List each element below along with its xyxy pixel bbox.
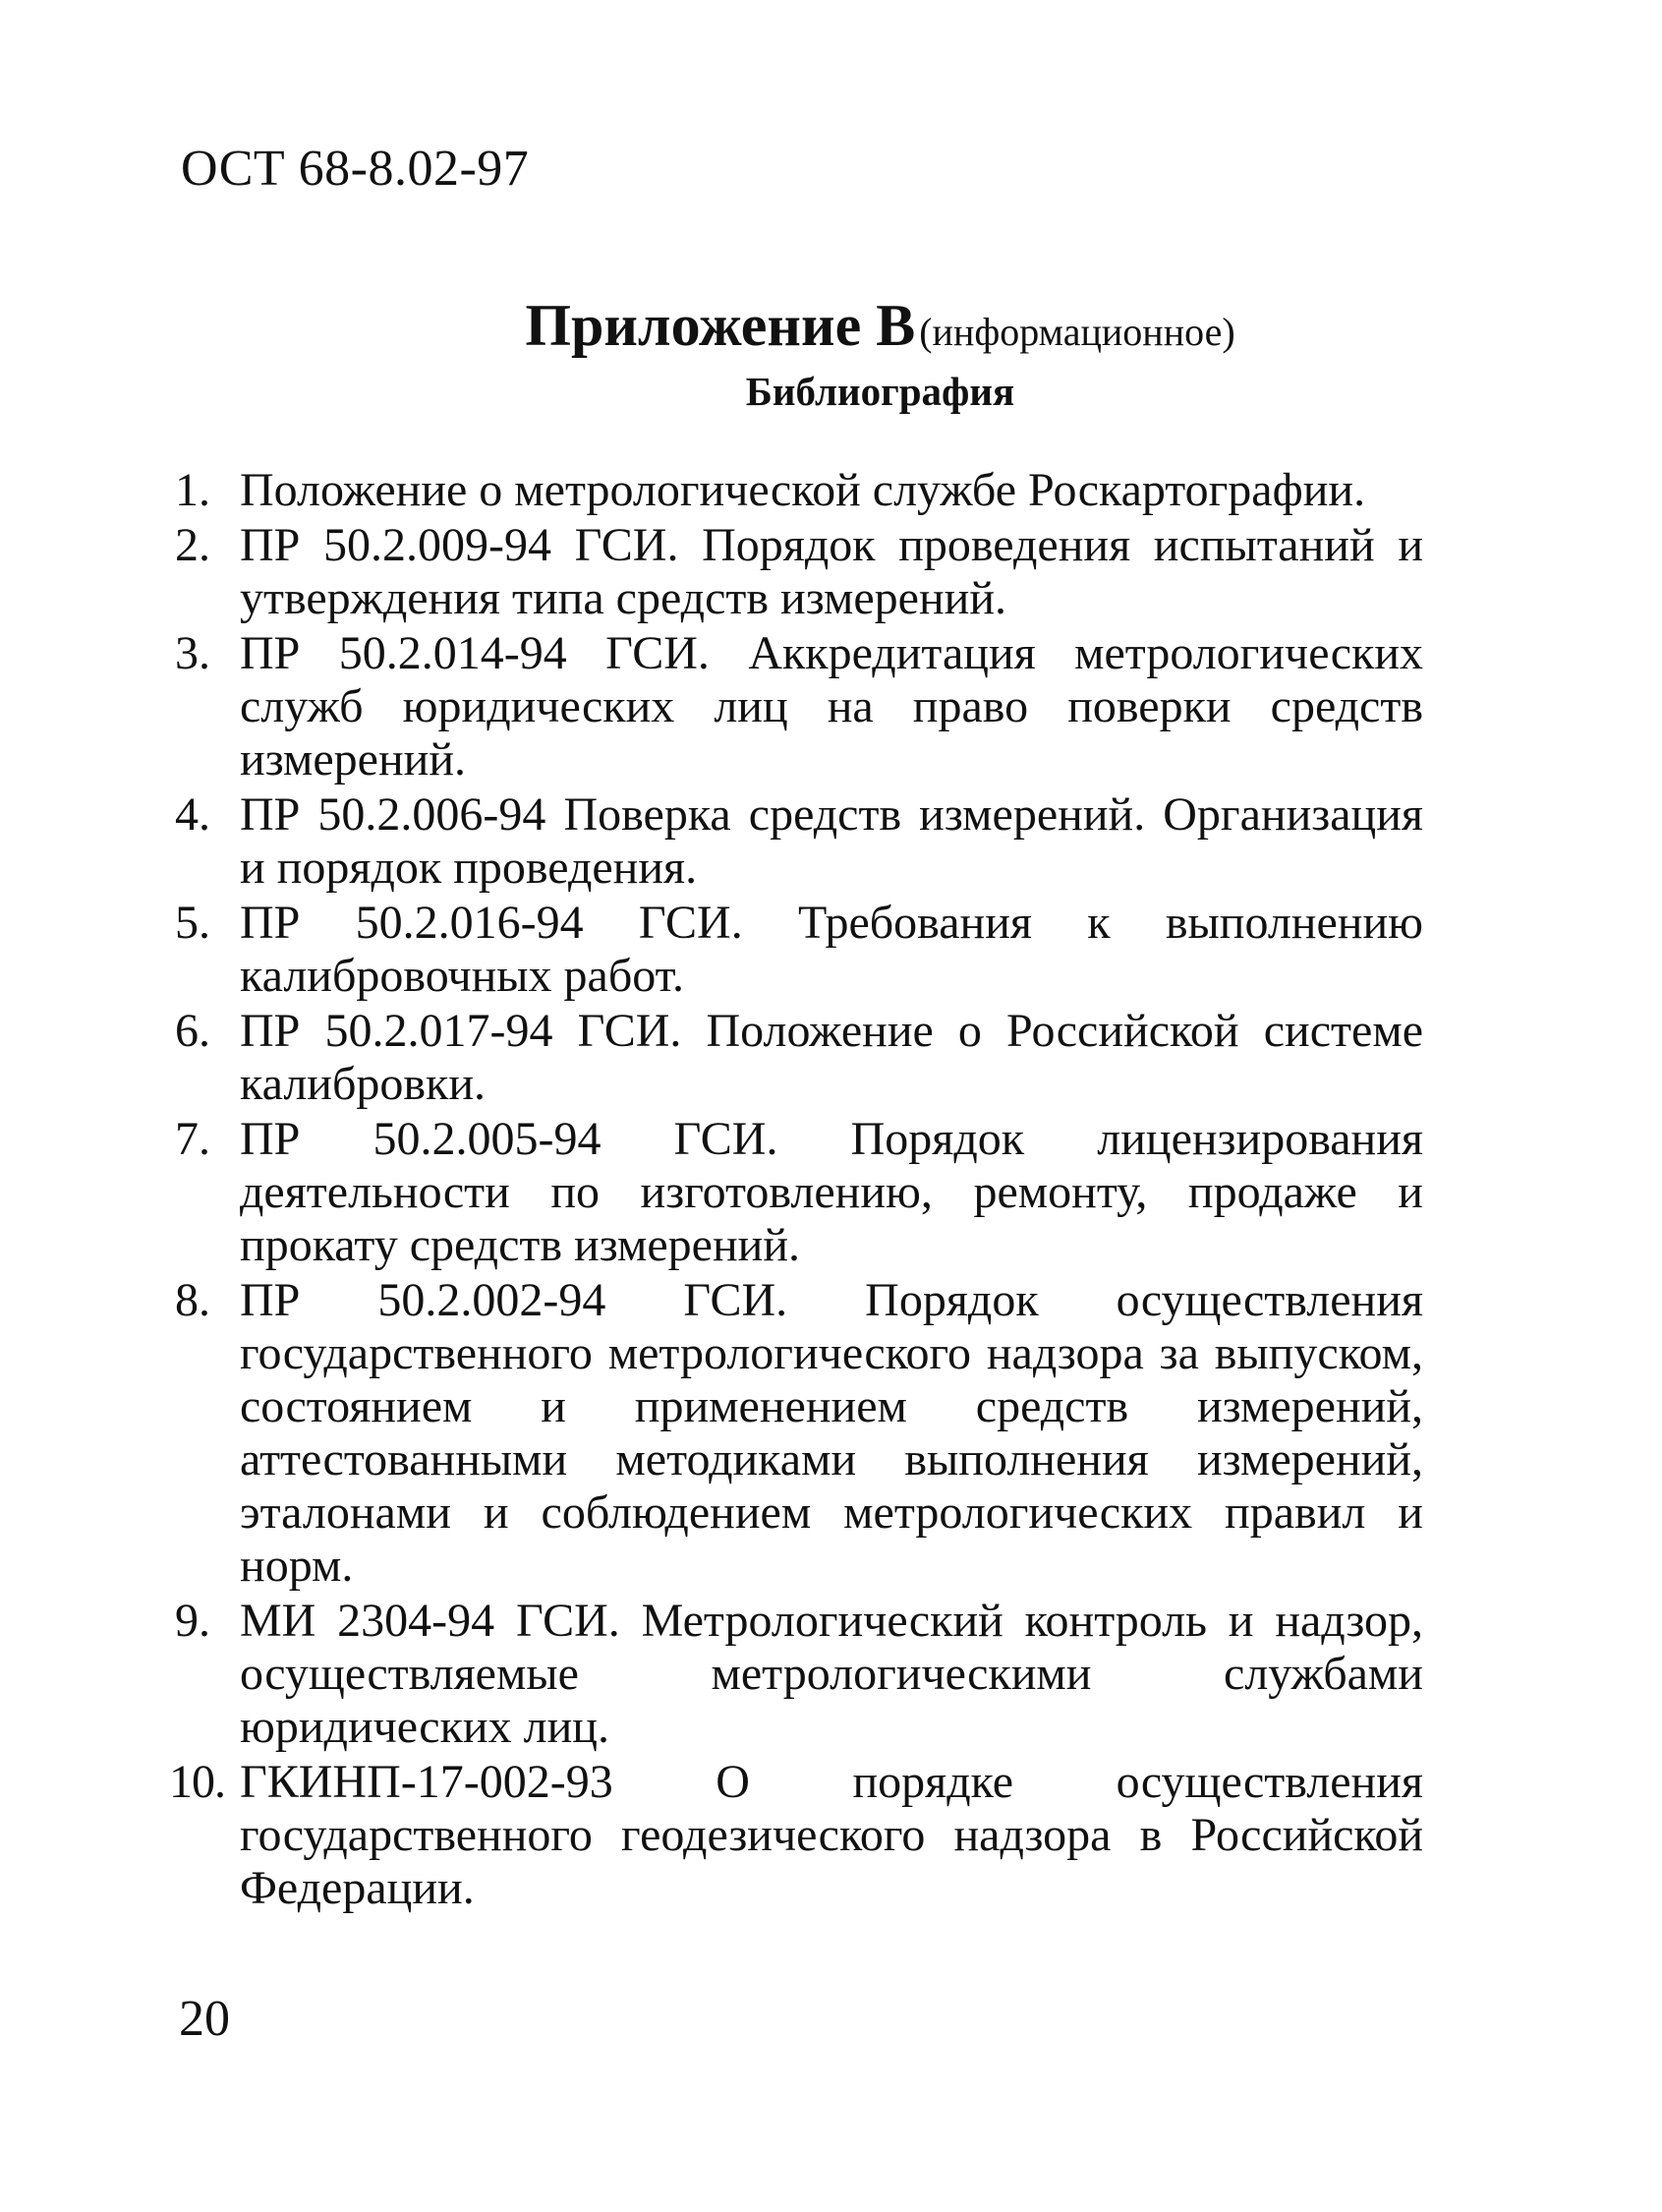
- bibliography-list: [169, 464, 1423, 1917]
- appendix-note: (информационное): [919, 310, 1235, 354]
- bibliography-item: [175, 627, 1423, 786]
- bibliography-item: [175, 788, 1423, 895]
- appendix-title: Приложение В: [525, 293, 916, 358]
- bibliography-item-text: ПР 50.2.014-94 ГСИ. Аккредитация метрологических служб юридических лиц на право поверки средств измерений.: [240, 627, 1423, 786]
- bibliography-item-number: 2.: [175, 519, 210, 571]
- bibliography-item-text: МИ 2304-94 ГСИ. Метрологический контроль и надзор, осуществляемые метрологическими службами юридических лиц.: [240, 1595, 1423, 1753]
- bibliography-item-number: 7.: [175, 1113, 210, 1165]
- bibliography-item-number: 10.: [169, 1756, 225, 1808]
- bibliography-item-number: 1.: [175, 464, 210, 516]
- bibliography-item: [175, 897, 1423, 1003]
- bibliography-item-number: 4.: [175, 788, 210, 841]
- bibliography-item: [175, 1595, 1423, 1754]
- bibliography-item: [175, 1113, 1423, 1272]
- bibliography-item: [175, 464, 1423, 517]
- bibliography-item: [175, 1005, 1423, 1111]
- bibliography-title: Библиография: [745, 369, 1015, 414]
- bibliography-item-number: 8.: [175, 1274, 210, 1326]
- bibliography-item: [175, 519, 1423, 625]
- bibliography-item: [169, 1756, 1423, 1915]
- bibliography-item-text: ПР 50.2.002-94 ГСИ. Порядок осуществления государственного метрологического надзора за выпуском, состоянием и применением средств измерений, аттестованными методиками выполнения измерений, эталонами и соблюдением метрологических правил и норм.: [240, 1274, 1423, 1592]
- bibliography-item: [175, 1274, 1423, 1593]
- bibliography-item-number: 5.: [175, 897, 210, 949]
- appendix-heading: [0, 291, 1662, 367]
- bibliography-item-text: ГКИНП-17-002-93 О порядке осуществления государственного геодезического надзора в Российской Федерации.: [240, 1756, 1423, 1914]
- bibliography-item-text: ПР 50.2.006-94 Поверка средств измерений. Организация и порядок проведения.: [240, 788, 1423, 894]
- bibliography-item-text: ПР 50.2.017-94 ГСИ. Положение о Российской системе калибровки.: [240, 1005, 1423, 1110]
- bibliography-item-number: 6.: [175, 1005, 210, 1057]
- bibliography-item-text: ПР 50.2.016-94 ГСИ. Требования к выполнению калибровочных работ.: [240, 897, 1423, 1002]
- bibliography-item-number: 9.: [175, 1595, 210, 1647]
- bibliography-item-text: ПР 50.2.005-94 ГСИ. Порядок лицензирования деятельности по изготовлению, ремонту, продаже и прокату средств измерений.: [240, 1113, 1423, 1271]
- document-code: ОСТ 68-8.02-97: [181, 141, 530, 197]
- bibliography-item-text: ПР 50.2.009-94 ГСИ. Порядок проведения испытаний и утверждения типа средств измерений.: [240, 519, 1423, 624]
- bibliography-item-text: Положение о метрологической службе Роскартографии.: [240, 464, 1366, 516]
- bibliography-item-number: 3.: [175, 627, 210, 679]
- page-number: 20: [179, 1991, 230, 2047]
